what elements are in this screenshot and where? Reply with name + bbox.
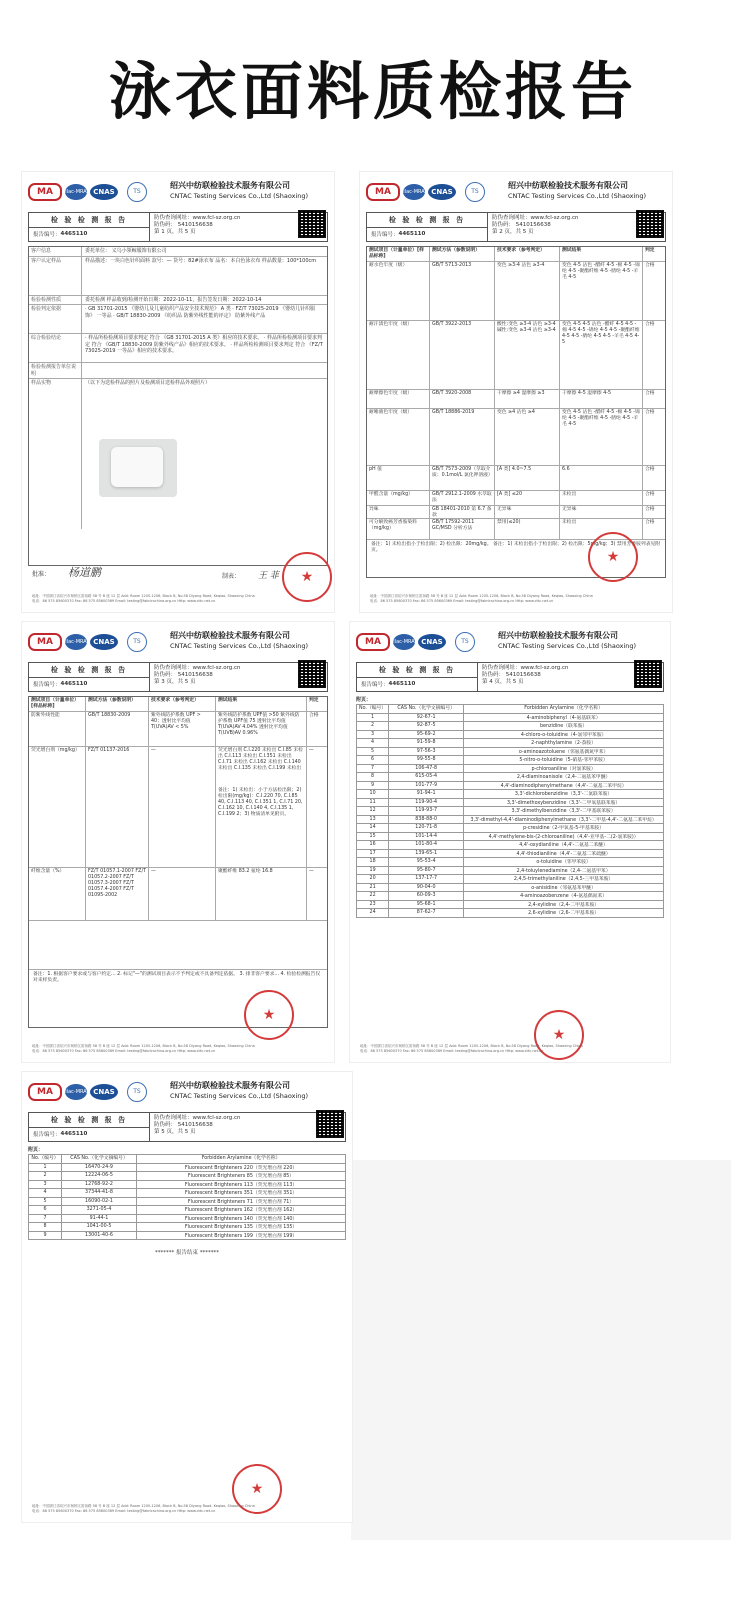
table-header: 测试项目（计量单位）[样品标称] 测试方法（参数说明） 技术要求（参考判定） 测试结果 判定 [367, 247, 665, 262]
table-cell: 3 [29, 1180, 62, 1189]
table-row [357, 849, 664, 858]
report-page-5 [22, 1072, 352, 1522]
table-row [357, 773, 664, 782]
table-cell: 95-53-4 [389, 858, 464, 867]
qr-code-icon [634, 660, 662, 688]
table-row: 耐摩擦色牢度（级） GB/T 3920-2008 干摩擦 ≥4 湿摩擦 ≥3 干摩擦 4-5 湿摩擦 4-5 合格 [367, 390, 665, 409]
table-cell: 4 [29, 1189, 62, 1198]
table-cell: 5-nitro-o-toluidine（5-硝基-邻甲苯胺） [464, 756, 664, 765]
footer-contact: 电话：86 575 85600370 Fax: 86 575 85600369 Email: testing@fabricschina.org.cn Http: www.cttc.net.cn [32, 1049, 216, 1053]
table-cell: 6 [357, 756, 389, 765]
company-name-en: CNTAC Testing Services Co.,Ltd (Shaoxing) [498, 642, 637, 650]
table-cell: 15 [357, 832, 389, 841]
official-seal-icon: ★ [232, 1464, 282, 1514]
report-title: 检 验 检 测 报 告 [29, 663, 149, 678]
table-row [357, 883, 664, 892]
table-cell: 14 [357, 824, 389, 833]
table-row [357, 815, 664, 824]
report-title: 检 验 检 测 报 告 [29, 1113, 149, 1128]
table-cell: 12224-06-5 [62, 1172, 137, 1181]
cnas-logo-icon: CNAS [428, 184, 456, 200]
table-row [357, 892, 664, 901]
table-cell: 4,4'-thiodianiline（4,4'-二氨基二苯硫醚） [464, 849, 664, 858]
footer-contact: 电话：86 575 85600370 Fax: 86 575 85600369 Email: testing@fabricschina.org.cn Http: www.cttc.net.cn [360, 1049, 544, 1053]
table-cell: 13 [357, 815, 389, 824]
table-cell: 3271-05-4 [62, 1206, 137, 1215]
table-cell: 99-55-8 [389, 756, 464, 765]
table-cell: 23 [357, 900, 389, 909]
page-number: 第 5 页，共 5 页 [154, 1129, 196, 1135]
background-panel [351, 1160, 731, 1540]
company-name-cn: 绍兴中纺联检验技术服务有限公司 [170, 1081, 290, 1090]
footer-address: 地址：中国浙江省绍兴市柯桥区笛扬路 58 号 B 座 12 层 Add: Room 1205-1206, Block B, No.58 Diyang Road, Keqiao, Shaoxing China [360, 1044, 583, 1048]
table-cell: Fluorescent Brighteners 199（荧光增白剂 199） [137, 1231, 346, 1240]
table-row [357, 858, 664, 867]
table-cell: 91-59-8 [389, 739, 464, 748]
table-cell: 119-90-4 [389, 798, 464, 807]
row-key: 样品实物 [29, 379, 82, 529]
table-row [357, 781, 664, 790]
checker-label: 制表： [222, 573, 241, 580]
table-row: 甲醛含量（mg/kg） GB/T 2912.1-2009 水萃取法 [A 类] ≤20 未检出 合格 [367, 491, 665, 506]
company-name-cn: 绍兴中纺联检验技术服务有限公司 [170, 631, 290, 640]
table-cell: 1 [357, 713, 389, 722]
results-table [28, 696, 328, 1028]
table-cell: Fluorescent Brighteners 135（荧光增白剂 135） [137, 1223, 346, 1232]
table-row [357, 739, 664, 748]
page-number: 第 1 页，共 5 页 [154, 229, 196, 235]
report-header [350, 622, 670, 662]
table-cell: 95-80-7 [389, 866, 464, 875]
table-row [357, 807, 664, 816]
approver-signature: 杨道鹏 [67, 566, 101, 579]
table-row [357, 790, 664, 799]
info-row [29, 363, 327, 379]
table-cell: 87-62-7 [389, 909, 464, 918]
table-cell: 4 [357, 739, 389, 748]
row-value: 委托单位： 义乌小领鲸服饰有限公司 [85, 248, 167, 254]
qr-code-icon [316, 1110, 344, 1138]
table-row [29, 1163, 346, 1172]
table-cell: 20 [357, 875, 389, 884]
table-cell: 18 [357, 858, 389, 867]
table-row [357, 764, 664, 773]
table-cell: 16470-24-9 [62, 1163, 137, 1172]
report-page-1 [22, 172, 334, 612]
table-row [357, 730, 664, 739]
table-cell: 7 [29, 1214, 62, 1223]
table-cell: 24 [357, 909, 389, 918]
report-header [360, 172, 672, 212]
table-cell: p-chloroaniline（对氯苯胺） [464, 764, 664, 773]
table-cell: Fluorescent Brighteners 85（荧光增白剂 85） [137, 1172, 346, 1181]
ma-logo-icon: MA [28, 633, 62, 651]
ts-logo-icon: TS [127, 632, 147, 652]
query-code: 防伪码： 5410156638 [154, 672, 213, 678]
table-cell: Fluorescent Brighteners 162（荧光增白剂 162） [137, 1206, 346, 1215]
table-row [29, 1206, 346, 1215]
table-row [29, 1189, 346, 1198]
report-page-4 [350, 622, 670, 1062]
table-cell: 106-47-8 [389, 764, 464, 773]
report-page-3 [22, 622, 334, 1062]
table-row [29, 1180, 346, 1189]
query-code: 防伪码： 5410156638 [154, 222, 213, 228]
report-no: 4465110 [388, 681, 416, 688]
table-cell: 4-aminoazobenzene（4-氨基偶氮苯） [464, 892, 664, 901]
row-key: 检验检测性质 [29, 296, 82, 305]
table-cell: 139-65-1 [389, 849, 464, 858]
table-row [357, 713, 664, 722]
sample-photo [99, 439, 177, 497]
official-seal-icon: ★ [244, 990, 294, 1040]
footer-address: 地址：中国浙江省绍兴市柯桥区笛扬路 58 号 B 座 12 层 Add: Room 1205-1206, Block B, No.58 Diyang Road, Keqiao, Shaoxing China [32, 594, 255, 598]
ma-logo-icon: MA [28, 183, 62, 201]
table-cell: 137-17-7 [389, 875, 464, 884]
table-cell: 13001-40-6 [62, 1231, 137, 1240]
report-no-label: 报告编号： [33, 232, 61, 239]
table-cell: 60-09-3 [389, 892, 464, 901]
table-cell: 2,4-toluylenediamine（2,4-二氨基甲苯） [464, 866, 664, 875]
report-header [22, 1072, 352, 1112]
footer-contact: 电话：86 575 85600370 Fax: 86 575 85600369 Email: testing@fabricschina.org.cn Http: www.cttc.net.cn [32, 599, 216, 603]
table-cell: 91-94-1 [389, 790, 464, 799]
ilac-logo-icon: ilac-MRA [65, 634, 87, 650]
report-title: 检 验 检 测 报 告 [357, 663, 477, 678]
table-cell: 101-77-9 [389, 781, 464, 790]
ilac-logo-icon: ilac-MRA [403, 184, 425, 200]
checker-signature: 王 菲 [257, 571, 279, 581]
query-site: 防伪查询网址：www.fcl-sz.org.cn [482, 665, 569, 671]
table-cell: 2 [357, 722, 389, 731]
remarks: 备注：1. 根据客户要求或与客户约定... 2. 标记"—"的测试项目表示不予判定或不具备判定依据。 3. 排非客户要求... 4. 检验检测报告仅对来样负责。 [29, 969, 327, 986]
report-title-block [28, 662, 328, 692]
query-site: 防伪查询网址：www.fcl-sz.org.cn [154, 215, 241, 221]
table-cell: p-cresidine（2-甲氧基-5-甲基苯胺） [464, 824, 664, 833]
table-row [357, 841, 664, 850]
table-cell: 21 [357, 883, 389, 892]
report-page-2 [360, 172, 672, 612]
table-cell: 4,4'-diaminodiphenylmethane（4,4'-二氨基二苯甲烷） [464, 781, 664, 790]
report-no-label: 报告编号： [361, 682, 389, 689]
table-cell: 2,4,5-trimethylaniline（2,4,5-三甲基苯胺） [464, 875, 664, 884]
notes: 备注：1) 未检出指小于检出限；2) 检出限：20mg/kg。 备注：1) 未检出指小于检出限；2) 检出限：5mg/kg；3) 禁用芳香胺列表见附页。 [371, 542, 661, 553]
company-name-en: CNTAC Testing Services Co.,Ltd (Shaoxing) [170, 192, 309, 200]
table-cell: 1 [29, 1163, 62, 1172]
table-row: 防紫外线性能 GB/T 18830-2009 紫外线防护系数 UPF > 40；透射比平均值 T(UVA)AV < 5% 紫外线防护系数 UPF值 >50 紫外线防护系数 UPF值 75 透射比平均值 T(UVA)AV 4.04% 透射比平均值 T(UVB)AV 0.96% 合格 [29, 712, 327, 747]
report-end: ******* 报告结束 ******* [155, 1250, 219, 1256]
table-cell: 12 [357, 807, 389, 816]
query-site: 防伪查询网址：www.fcl-sz.org.cn [492, 215, 579, 221]
table-cell: 4-aminobiphenyl（4-氨基联苯） [464, 713, 664, 722]
table-cell: 37344-41-8 [62, 1189, 137, 1198]
table-cell: Fluorescent Brighteners 220（荧光增白剂 220） [137, 1163, 346, 1172]
table-row: 可分解致癌芳香胺染料（mg/kg） GB/T 17592-2011 GC/MSD 分析方法 禁用(≤20) 未检出 合格 [367, 519, 665, 540]
page-number: 第 3 页，共 5 页 [154, 679, 196, 685]
report-title: 检 验 检 测 报 告 [367, 213, 487, 228]
table-cell: o-anisidine（邻氨基苯甲醚） [464, 883, 664, 892]
table-row: 纤维含量（%） FZ/T 01057.1-2007 FZ/T 01057.2-2007 FZ/T 01057.3-2007 FZ/T 01057.4-2007 FZ/T 01095-2002 — 聚酯纤维 83.2 氨纶 16.8 — [29, 868, 327, 921]
table-row [357, 909, 664, 918]
table-cell: 19 [357, 866, 389, 875]
ts-logo-icon: TS [127, 182, 147, 202]
table-cell: 2,6-xylidine（2,6-二甲基苯胺） [464, 909, 664, 918]
table-cell: 3,3'-dimethyl-4,4'-diaminodiphenylmethane（3,3'-二甲基-4,4'-二氨基二苯甲烷） [464, 815, 664, 824]
row-key: 检验检测报告单位说明 [29, 363, 82, 378]
ma-logo-icon: MA [356, 633, 390, 651]
page-title: 泳衣面料质检报告 [108, 55, 637, 128]
report-no: 4465110 [60, 231, 88, 238]
info-row [29, 334, 327, 363]
row-key: 综合检验结论 [29, 334, 82, 362]
company-name-cn: 绍兴中纺联检验技术服务有限公司 [498, 631, 618, 640]
footer-address: 地址：中国浙江省绍兴市柯桥区笛扬路 58 号 B 座 12 层 Add: Room 1205-1206, Block B, No.58 Diyang Road, Keqiao, Shaoxing China [370, 594, 593, 598]
table-row [357, 756, 664, 765]
sample-caption: （以下为送检样品的照片及检测项目送检样品外观照片） [85, 380, 211, 386]
info-row [29, 247, 327, 257]
table-cell: 92-87-5 [389, 722, 464, 731]
query-code: 防伪码： 5410156638 [154, 1122, 213, 1128]
official-seal-icon: ★ [588, 532, 638, 582]
table-row [357, 875, 664, 884]
footer-address: 地址：中国浙江省绍兴市柯桥区笛扬路 58 号 B 座 12 层 Add: Room 1205-1206, Block B, No.58 Diyang Road, Keqiao, Shaoxing China [32, 1044, 255, 1048]
table-cell: 90-04-0 [389, 883, 464, 892]
table-cell: 838-88-0 [389, 815, 464, 824]
ilac-logo-icon: ilac-MRA [393, 634, 415, 650]
cnas-logo-icon: CNAS [90, 1084, 118, 1100]
table-cell: 8 [29, 1223, 62, 1232]
query-code: 防伪码： 5410156638 [482, 672, 541, 678]
ts-logo-icon: TS [465, 182, 485, 202]
table-row: 耐唾液色牢度（级） GB/T 18886-2019 变色 ≥4 沾色 ≥4 变色 4-5 沾色 -醋纤 4-5 -棉 4-5 -锦纶 4-5 -聚酯纤维 4-5 -腈纶 4-5 -羊毛 4-5 合格 [367, 409, 665, 466]
table-cell: 16 [357, 841, 389, 850]
table-row: 耐水色牢度（级） GB/T 5713-2013 变色 ≥3-4 沾色 ≥3-4 变色 4-5 沾色 -醋纤 4-5 -棉 4-5 -锦纶 4-5 -聚酯纤维 4-5 -腈纶 4-5 -羊毛 4-5 合格 [367, 262, 665, 321]
table-row [357, 747, 664, 756]
approver-label: 批准： [32, 571, 51, 578]
table-cell: 9 [29, 1231, 62, 1240]
table-cell: Fluorescent Brighteners 351（荧光增白剂 351） [137, 1189, 346, 1198]
table-cell: 1041-00-5 [62, 1223, 137, 1232]
notes: 备注：1) 未检出：小于方法检出限；2) 检出限(mg/kg)：C.I.220 70, C.I.85 40, C.I.113 40, C.I.351 1, C.I.71 20, C.I.162 10, C.I.140 4, C.I.135 1, C.I.199 2；3) 物质清单见附页。 [218, 788, 303, 817]
report-title-block [356, 662, 664, 692]
cnas-logo-icon: CNAS [418, 634, 446, 650]
table-cell: 17 [357, 849, 389, 858]
company-name-en: CNTAC Testing Services Co.,Ltd (Shaoxing) [170, 1092, 309, 1100]
report-no: 4465110 [60, 681, 88, 688]
query-code: 防伪码： 5410156638 [492, 222, 551, 228]
report-no: 4465110 [398, 231, 426, 238]
row-value: 委托检测 样品收到/检测开始日期：2022-10-11，报告签发日期：2022-10-14 [85, 296, 262, 303]
results-table [366, 246, 666, 578]
table-cell: 91-44-1 [62, 1214, 137, 1223]
footer-address: 地址：中国浙江省绍兴市柯桥区笛扬路 58 号 B 座 12 层 Add: Room 1205-1206, Block B, No.58 Diyang Road, Keqiao, Shaoxing China [32, 1504, 255, 1508]
table-row [29, 1214, 346, 1223]
table-cell: 97-56-3 [389, 747, 464, 756]
table-cell: 101-80-4 [389, 841, 464, 850]
row-value: · 样品所检检测项目要求判定 符合 《GB 31701-2015 A 类》相应的技术要求。 · 样品所检检测项目要求判定 符合 《GB/T 18830-2009 防紫外线产品》相应的技术要求。 · 样品所检检测项目要求判定 符合 《FZ/T 73025-2019 一等品》相应的技术要求。 [85, 335, 323, 354]
report-title-block [28, 1112, 346, 1142]
table-row [357, 722, 664, 731]
ilac-logo-icon: ilac-MRA [65, 1084, 87, 1100]
table-cell: 22 [357, 892, 389, 901]
table-row [29, 1231, 346, 1240]
table-cell: 6 [29, 1206, 62, 1215]
info-row [29, 257, 327, 296]
report-no-label: 报告编号： [33, 682, 61, 689]
footer-contact: 电话：86 575 85600370 Fax: 86 575 85600369 Email: testing@fabricschina.org.cn Http: www.cttc.net.cn [370, 599, 554, 603]
info-row [29, 379, 327, 529]
table-cell: 4,4'-oxydianiline（4,4'-二氨基二苯醚） [464, 841, 664, 850]
query-site: 防伪查询网址：www.fcl-sz.org.cn [154, 1115, 241, 1121]
page-number: 第 2 页，共 5 页 [492, 229, 534, 235]
footer-contact: 电话：86 575 85600370 Fax: 86 575 85600369 Email: testing@fabricschina.org.cn Http: www.cttc.net.cn [32, 1509, 216, 1513]
report-body [28, 246, 328, 566]
table-cell: benzidine（联苯胺） [464, 722, 664, 731]
table-cell: 3,3'-dichlorobenzidine（3,3'-二氯联苯胺） [464, 790, 664, 799]
table-cell: 95-68-1 [389, 900, 464, 909]
page-number: 第 4 页，共 5 页 [482, 679, 524, 685]
table-cell: Fluorescent Brighteners 113（荧光增白剂 113） [137, 1180, 346, 1189]
query-site: 防伪查询网址：www.fcl-sz.org.cn [154, 665, 241, 671]
table-cell: 3 [357, 730, 389, 739]
report-no: 4465110 [60, 1131, 88, 1138]
table-cell: 4,4'-methylene-bis-(2-chloroaniline)（4,4'-亚甲基-二(2-氯苯胺)） [464, 832, 664, 841]
table-cell: 10 [357, 790, 389, 799]
table-row [29, 1172, 346, 1181]
row-value: 样品描述：一块白色针织面料 款号：— 货号：82#泳衣布 品名：本白色泳衣布 样品数量：100*100cm [85, 257, 317, 264]
table-cell: 101-14-4 [389, 832, 464, 841]
qr-code-icon [298, 660, 326, 688]
table-row: 荧光增白剂（mg/kg） FZ/T 01137-2016 — 荧光增白剂 C.I.220 未检出 C.I.85 未检出 C.I.113 未检出 C.I.351 未检出 C.I.71 未检出 C.I.162 未检出 C.I.140 未检出 C.I.135 未检出 C.I.199 未检出 备注：1) 未检出：小于方法检出限；2) 检出限(mg/kg)：C.I.220 70, C.I.85 40, C.I.113 40, C.I.351 1, C.I.71 20, C.I.162 10, C.I.140 4, C.I.135 1, C.I.199 2；3) 物质清单见附页。 — [29, 747, 327, 868]
table-cell: 5 [29, 1197, 62, 1206]
table-cell: Fluorescent Brighteners 140（荧光增白剂 140） [137, 1214, 346, 1223]
table-cell: 2,4-diaminoanisole（2,4-二氨基苯甲醚） [464, 773, 664, 782]
row-key: 客户信息 [29, 247, 82, 256]
table-cell: 3,3'-dimethylbenzidine（3,3'-二甲基联苯胺） [464, 807, 664, 816]
table-cell: 92-67-1 [389, 713, 464, 722]
table-cell: 16090-02-1 [62, 1197, 137, 1206]
report-no-label: 报告编号： [33, 1132, 61, 1139]
table-cell: 3,3'-dimethoxybenzidine（3,3'-二甲氧基联苯胺） [464, 798, 664, 807]
report-header [22, 172, 334, 212]
table-cell: 120-71-8 [389, 824, 464, 833]
table-cell: 11 [357, 798, 389, 807]
qr-code-icon [298, 210, 326, 238]
table-cell: 9 [357, 781, 389, 790]
table-header: 测试项目（计量单位）[样品标称] 测试方法（参数说明） 技术要求（参考判定） 测试结果 判定 [29, 697, 327, 712]
ma-logo-icon: MA [28, 1083, 62, 1101]
cnas-logo-icon: CNAS [90, 184, 118, 200]
official-seal-icon: ★ [534, 1010, 584, 1060]
table-cell: 119-93-7 [389, 807, 464, 816]
brightener-table: No.（编号） CAS No.（化学文摘编号） Forbidden Arylamine（化学名称） 1 16470-24-9 Fluorescent Brighteners 220（荧光增白剂 220） 2 12224-06-5 Fluorescent Brighteners 85（荧光增白剂 85） 3 12768-92-2 Fluorescent Brighteners 113（荧光增白剂 113） 4 37344-41-8 Fluorescent Brighteners 351（荧光增白剂 351） 5 16090-02-1 Fluorescent Brighteners 71（荧光增白剂 71） 6 3271-05-4 Fluorescent Brighteners 162（荧光增白剂 162） 7 91-44-1 Fluorescent Brighteners 140（荧光增白剂 140） 8 1041-00-5 Fluorescent Brighteners 135（荧光增白剂 135） 9 13001-40-6 Fluorescent Brighteners 199（荧光增白剂 199） [28, 1154, 346, 1240]
table-row: pH 值 GB/T 7573-2009（萃取介质：0.1mol/L 氯化钾溶液） [A 类] 4.0~7.5 6.6 合格 [367, 466, 665, 491]
table-cell: 7 [357, 764, 389, 773]
table-cell: o-aminoazotoluene（邻氨基偶氮甲苯） [464, 747, 664, 756]
company-name-en: CNTAC Testing Services Co.,Ltd (Shaoxing) [170, 642, 309, 650]
row-key: 检验判定依据 [29, 305, 82, 333]
table-cell: 12768-92-2 [62, 1180, 137, 1189]
ts-logo-icon: TS [127, 1082, 147, 1102]
company-name-en: CNTAC Testing Services Co.,Ltd (Shaoxing) [508, 192, 647, 200]
table-row [357, 866, 664, 875]
info-row [29, 305, 327, 334]
table-cell: 2-naphthylamine（2-萘胺） [464, 739, 664, 748]
table-cell: 615-05-4 [389, 773, 464, 782]
table-row [29, 1197, 346, 1206]
table-cell: 2,4-xylidine（2,4-二甲基苯胺） [464, 900, 664, 909]
table-row [357, 824, 664, 833]
company-name-cn: 绍兴中纺联检验技术服务有限公司 [508, 181, 628, 190]
row-key: 客户认定样品 [29, 257, 82, 295]
attach-label: 附页： [28, 1147, 44, 1153]
table-row [357, 900, 664, 909]
cnas-logo-icon: CNAS [90, 634, 118, 650]
ma-logo-icon: MA [366, 183, 400, 201]
report-header [22, 622, 334, 662]
attach-label: 附页： [356, 697, 372, 703]
table-row [357, 832, 664, 841]
report-title-block [366, 212, 666, 242]
info-row [29, 296, 327, 306]
table-row [29, 1223, 346, 1232]
table-cell: 95-69-2 [389, 730, 464, 739]
report-no-label: 报告编号： [371, 232, 399, 239]
report-title: 检 验 检 测 报 告 [29, 213, 149, 228]
table-cell: o-toluidine（邻甲苯胺） [464, 858, 664, 867]
table-row [357, 798, 664, 807]
table-cell: 2 [29, 1172, 62, 1181]
company-name-cn: 绍兴中纺联检验技术服务有限公司 [170, 181, 290, 190]
table-cell: 4-chloro-o-toluidine（4-氯邻甲苯胺） [464, 730, 664, 739]
arylamine-table: No.（编号） CAS No.（化学文摘编号） Forbidden Arylamine（化学名称） 1 92-67-1 4-aminobiphenyl（4-氨基联苯） 2 92-87-5 benzidine（联苯胺） 3 95-69-2 4-chloro-o-toluidine（4-氯邻甲苯胺） 4 91-59-8 2-naphthylamine（2-萘胺） 5 97-56-3 o-aminoazotoluene（邻氨基偶氮甲苯） 6 99-55-8 5-nitro-o-toluidine（5-硝基-邻甲苯胺） 7 106-47-8 p-chloroaniline（对氯苯胺） 8 615-05-4 2,4-diaminoanisole（2,4-二氨基苯甲醚） 9 101-77-9 4,4'-diaminodiphenylmethane（4,4'-二氨基二苯甲烷） 10 91-94-1 3,3'-dichlorobenzidine（3,3'-二氯联苯胺） 11 119-90-4 3,3'-dimethoxybenzidine（3,3'-二甲氧基联苯胺） 12 119-93-7 3,3'-dimethylbenzidine（3,3'-二甲基联苯胺） 13 838-88-0 3,3'-dimethyl-4,4'-diaminodiphenylmethane（3,3'-二甲基-4,4'-二氨基二苯甲烷） 14 120-71-8 p-cresidine（2-甲氧基-5-甲基苯胺） 15 101-14-4 4,4'-methylene-bis-(2-chloroaniline)（4,4'-亚甲基-二(2-氯苯胺)） 16 101-80-4 4,4'-oxydianiline（4,4'-二氨基二苯醚） 17 139-65-1 4,4'-thiodianiline（4,4'-二氨基二苯硫醚） 18 95-53-4 o-toluidine（邻甲苯胺） 19 95-80-7 2,4-toluylenediamine（2,4-二氨基甲苯） 20 137-17-7 2,4,5-trimethylaniline（2,4,5-三甲基苯胺） 21 90-04-0 o-anisidine（邻氨基苯甲醚） 22 60-09-3 4-aminoazobenzene（4-氨基偶氮苯） 23 95-68-1 2,4-xylidine（2,4-二甲基苯胺） 24 87-62-7 2,6-xylidine（2,6-二甲基苯胺） [356, 704, 664, 918]
ilac-logo-icon: ilac-MRA [65, 184, 87, 200]
table-row: 异味 GB 18401-2010 第 6.7 条款 无异味 无异味 合格 [367, 506, 665, 519]
table-cell: 8 [357, 773, 389, 782]
table-cell: Fluorescent Brighteners 71（荧光增白剂 71） [137, 1197, 346, 1206]
table-cell: 5 [357, 747, 389, 756]
row-value: · GB 31701-2015 《婴幼儿及儿童纺织产品安全技术规范》 A 类 · FZ/T 73025-2019 《婴幼儿针织服饰》 一等品 · GB/T 18830-2009 《纺织品 防紫外线性能的评定》 防紫外线产品 [85, 306, 316, 319]
official-seal-icon: ★ [282, 552, 332, 602]
ts-logo-icon: TS [455, 632, 475, 652]
table-row: 耐汗渍色牢度（级） GB/T 3922-2013 酸性:变色 ≥3-4 沾色 ≥3-4 碱性:变色 ≥3-4 沾色 ≥3-4 变色 4-5 4-5 沾色 -醋纤 4-5 4-5 -棉 4-5 4-5 -锦纶 4-5 4-5 -聚酯纤维 4-5 4-5 -腈纶 4-5 4-5 -羊毛 4-5 4-5 合格 [367, 321, 665, 390]
qr-code-icon [636, 210, 664, 238]
report-title-block [28, 212, 328, 242]
